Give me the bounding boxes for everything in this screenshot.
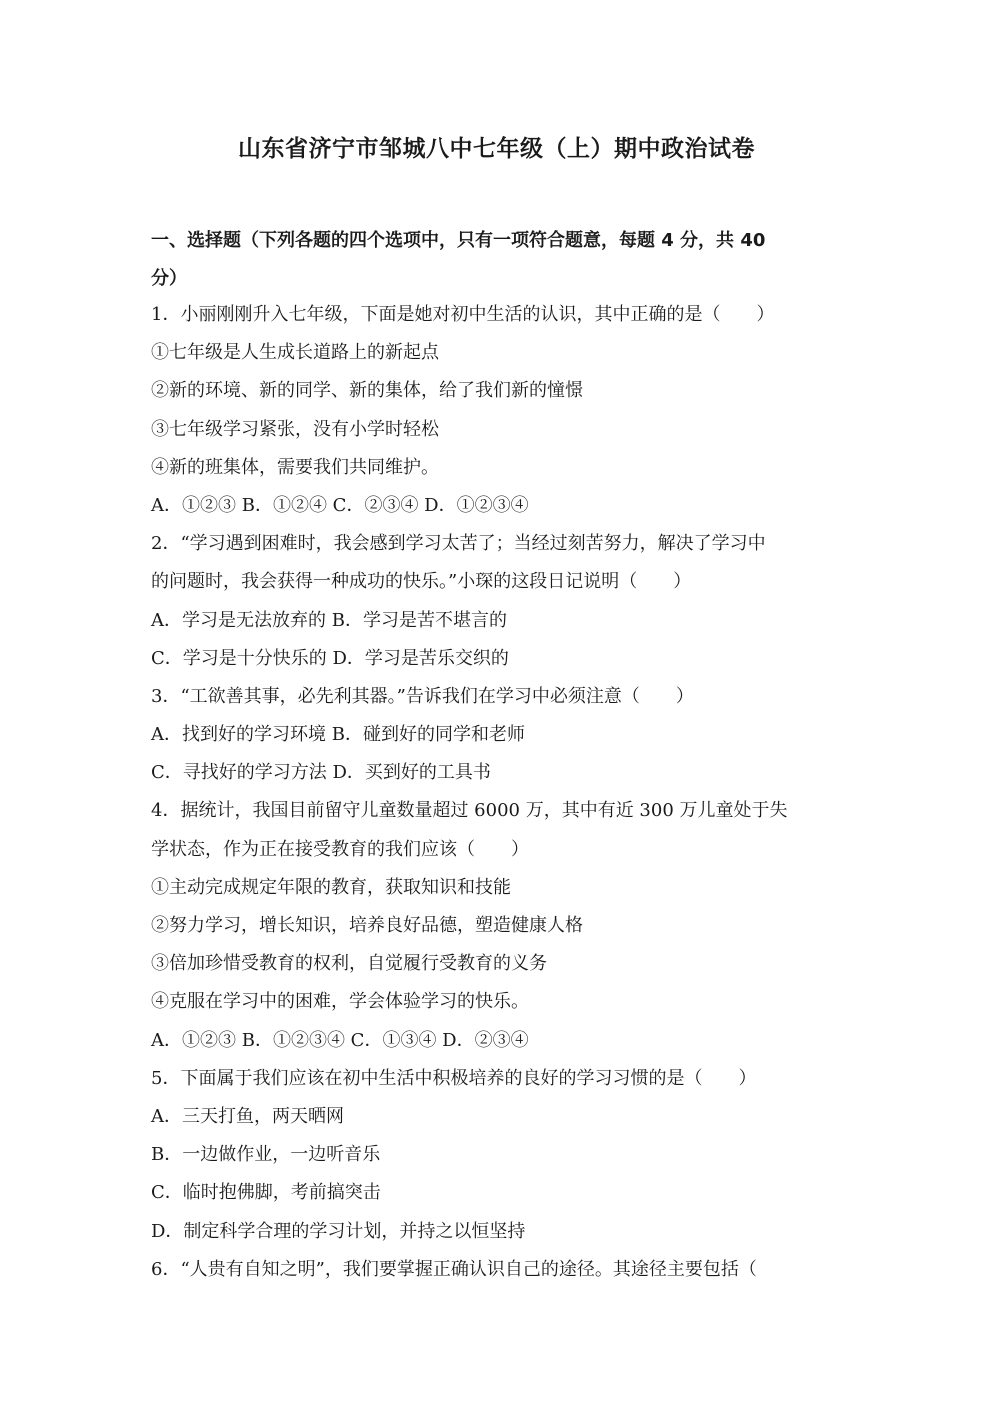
question-4-stem-line-1: 4．据统计，我国目前留守儿童数量超过 6000 万，其中有近 300 万儿童处于失 <box>151 800 788 822</box>
question-4-statement-4: ④克服在学习中的困难，学会体验学习的快乐。 <box>151 991 529 1013</box>
question-2-options-ab: A．学习是无法放弃的 B．学习是苦不堪言的 <box>151 609 507 631</box>
question-5-option-b: B．一边做作业，一边听音乐 <box>151 1144 381 1166</box>
question-list <box>151 296 851 1289</box>
question-4-statement-1: ①主动完成规定年限的教育，获取知识和技能 <box>151 876 511 898</box>
question-1-statement-2: ②新的环境、新的同学、新的集体，给了我们新的憧憬 <box>151 380 583 402</box>
question-2-options-cd: C．学习是十分快乐的 D．学习是苦乐交织的 <box>151 647 509 669</box>
question-1-statement-1: ①七年级是人生成长道路上的新起点 <box>151 342 439 364</box>
question-5-option-d: D．制定科学合理的学习计划，并持之以恒坚持 <box>151 1220 526 1242</box>
question-5-stem: 5．下面属于我们应该在初中生活中积极培养的良好的学习习惯的是（ ） <box>151 1067 757 1089</box>
section-heading-line-2: 分） <box>151 268 187 289</box>
question-3-options-cd: C．寻找好的学习方法 D．买到好的工具书 <box>151 762 491 784</box>
question-4-options: A．①②③ B．①②③④ C．①③④ D．②③④ <box>151 1029 529 1051</box>
page-title: 山东省济宁市邹城八中七年级（上）期中政治试卷 <box>238 136 755 162</box>
section-heading <box>151 222 851 298</box>
question-5-option-c: C．临时抱佛脚，考前搞突击 <box>151 1182 381 1204</box>
question-4-stem-line-2: 学状态，作为正在接受教育的我们应该（ ） <box>151 838 529 860</box>
section-heading-line-1: 一、选择题（下列各题的四个选项中，只有一项符合题意，每题 4 分，共 40 <box>151 230 766 251</box>
question-6-stem: 6．“人贵有自知之明”，我们要掌握正确认识自己的途径。其途径主要包括（ <box>151 1258 757 1280</box>
question-1-options: A．①②③ B．①②④ C．②③④ D．①②③④ <box>151 494 529 516</box>
question-5-option-a: A．三天打鱼，两天晒网 <box>151 1105 344 1127</box>
question-4-statement-2: ②努力学习，增长知识，培养良好品德，塑造健康人格 <box>151 915 583 936</box>
question-1-statement-4: ④新的班集体，需要我们共同维护。 <box>151 456 439 478</box>
question-1-stem: 1．小丽刚刚升入七年级，下面是她对初中生活的认识，其中正确的是（ ） <box>151 304 775 325</box>
question-4-statement-3: ③倍加珍惜受教育的权利，自觉履行受教育的义务 <box>151 953 547 975</box>
question-2-stem-line-2: 的问题时，我会获得一种成功的快乐。”小琛的这段日记说明（ ） <box>151 571 692 593</box>
question-1-statement-3: ③七年级学习紧张，没有小学时轻松 <box>151 418 439 440</box>
question-2-stem-line-1: 2．“学习遇到困难时，我会感到学习太苦了；当经过刻苦努力，解决了学习中 <box>151 533 766 555</box>
question-3-options-ab: A．找到好的学习环境 B．碰到好的同学和老师 <box>151 724 525 746</box>
question-3-stem: 3．“工欲善其事，必先利其器。”告诉我们在学习中必须注意（ ） <box>151 685 694 707</box>
